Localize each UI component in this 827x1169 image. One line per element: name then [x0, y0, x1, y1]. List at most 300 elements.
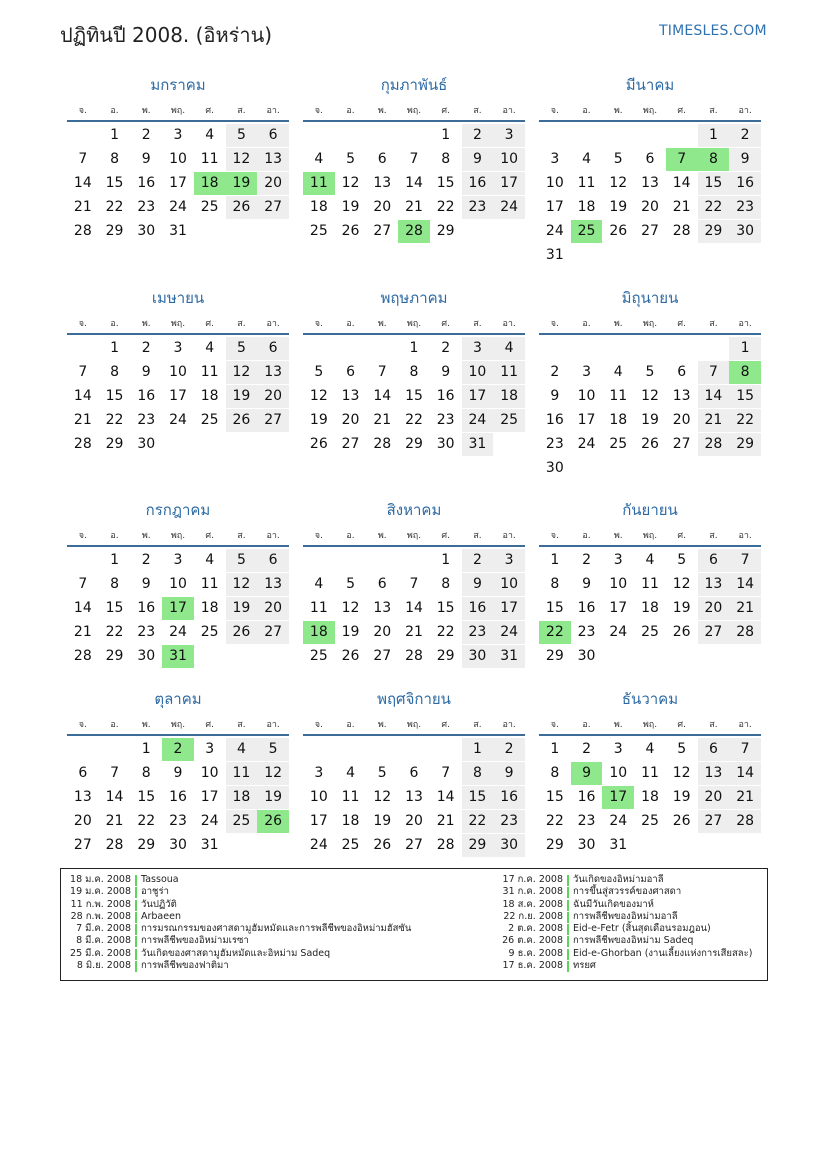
day-cell[interactable]: 27 — [672, 436, 691, 452]
day-cell[interactable]: 1 — [698, 124, 730, 147]
day-cell[interactable]: 27 — [641, 223, 659, 239]
day-cell[interactable]: 20 — [698, 597, 730, 620]
day-cell[interactable]: 8 — [441, 576, 451, 592]
day-cell[interactable]: 18 — [200, 388, 219, 404]
day-cell[interactable]: 19 — [672, 600, 691, 616]
day-cell[interactable]: 17 — [493, 597, 525, 620]
day-cell[interactable]: 10 — [169, 576, 187, 592]
day-cell[interactable]: 3 — [493, 124, 525, 147]
day-cell[interactable]: 21 — [436, 813, 455, 829]
day-cell[interactable]: 10 — [169, 151, 187, 167]
day-cell[interactable]: 23 — [462, 196, 494, 219]
day-cell[interactable]: 8 — [110, 364, 119, 380]
day-cell[interactable]: 19 — [309, 412, 328, 428]
day-cell[interactable]: 14 — [672, 175, 691, 191]
day-cell[interactable]: 11 — [200, 576, 219, 592]
day-cell[interactable]: 24 — [545, 223, 564, 239]
day-cell[interactable]: 24 — [200, 813, 219, 829]
day-cell[interactable]: 9 — [493, 762, 525, 785]
day-cell[interactable]: 29 — [137, 837, 156, 853]
day-cell[interactable]: 7 — [78, 364, 88, 380]
day-cell[interactable]: 10 — [200, 765, 219, 781]
day-cell[interactable]: 25 — [341, 837, 360, 853]
day-cell[interactable]: 7 — [78, 576, 88, 592]
day-cell[interactable]: 17 — [200, 789, 219, 805]
day-cell[interactable]: 2 — [141, 127, 151, 143]
day-cell[interactable]: 2 — [141, 552, 151, 568]
day-cell[interactable]: 31 — [609, 837, 628, 853]
day-cell[interactable]: 28 — [436, 837, 455, 853]
day-cell[interactable]: 30 — [436, 436, 455, 452]
day-cell[interactable]: 14 — [729, 573, 761, 596]
day-cell[interactable]: 30 — [493, 834, 525, 857]
day-cell[interactable]: 16 — [493, 786, 525, 809]
day-cell[interactable]: 26 — [226, 621, 258, 644]
day-cell[interactable]: 14 — [373, 388, 392, 404]
day-cell[interactable]: 28 — [73, 648, 92, 664]
day-cell[interactable]: 29 — [105, 223, 124, 239]
day-cell[interactable]: 24 — [462, 409, 494, 432]
holiday-day-cell[interactable]: 18 — [194, 172, 226, 195]
holiday-day-cell[interactable]: 31 — [162, 645, 194, 668]
day-cell[interactable]: 15 — [105, 388, 124, 404]
day-cell[interactable]: 14 — [405, 175, 423, 191]
day-cell[interactable]: 1 — [462, 738, 494, 761]
day-cell[interactable]: 20 — [698, 786, 730, 809]
day-cell[interactable]: 12 — [257, 762, 289, 785]
day-cell[interactable]: 7 — [409, 151, 419, 167]
day-cell[interactable]: 13 — [257, 573, 289, 596]
day-cell[interactable]: 29 — [545, 648, 564, 664]
day-cell[interactable]: 15 — [729, 385, 761, 408]
day-cell[interactable]: 16 — [577, 789, 596, 805]
day-cell[interactable]: 4 — [582, 151, 591, 167]
day-cell[interactable]: 3 — [314, 765, 324, 781]
day-cell[interactable]: 22 — [137, 813, 156, 829]
day-cell[interactable]: 28 — [729, 621, 761, 644]
day-cell[interactable]: 1 — [110, 340, 119, 356]
day-cell[interactable]: 14 — [73, 600, 92, 616]
day-cell[interactable]: 28 — [73, 436, 92, 452]
day-cell[interactable]: 17 — [169, 388, 187, 404]
day-cell[interactable]: 4 — [314, 576, 324, 592]
day-cell[interactable]: 9 — [550, 388, 560, 404]
day-cell[interactable]: 8 — [441, 151, 451, 167]
day-cell[interactable]: 6 — [645, 151, 655, 167]
day-cell[interactable]: 9 — [141, 151, 151, 167]
day-cell[interactable]: 30 — [137, 436, 156, 452]
day-cell[interactable]: 23 — [436, 412, 455, 428]
day-cell[interactable]: 1 — [409, 340, 419, 356]
day-cell[interactable]: 12 — [672, 765, 691, 781]
day-cell[interactable]: 24 — [577, 436, 596, 452]
day-cell[interactable]: 26 — [641, 436, 659, 452]
day-cell[interactable]: 22 — [105, 199, 124, 215]
day-cell[interactable]: 29 — [405, 436, 423, 452]
day-cell[interactable]: 12 — [373, 789, 392, 805]
day-cell[interactable]: 3 — [493, 549, 525, 572]
day-cell[interactable]: 1 — [729, 337, 761, 360]
day-cell[interactable]: 22 — [545, 813, 564, 829]
day-cell[interactable]: 13 — [405, 789, 423, 805]
day-cell[interactable]: 25 — [641, 813, 659, 829]
day-cell[interactable]: 19 — [257, 786, 289, 809]
holiday-day-cell[interactable]: 11 — [303, 172, 335, 195]
day-cell[interactable]: 11 — [641, 576, 659, 592]
day-cell[interactable]: 20 — [672, 412, 691, 428]
day-cell[interactable]: 18 — [641, 789, 659, 805]
day-cell[interactable]: 21 — [405, 199, 423, 215]
day-cell[interactable]: 7 — [698, 361, 730, 384]
day-cell[interactable]: 28 — [405, 648, 423, 664]
day-cell[interactable]: 3 — [205, 741, 215, 757]
day-cell[interactable]: 7 — [729, 738, 761, 761]
day-cell[interactable]: 12 — [641, 388, 659, 404]
day-cell[interactable]: 31 — [493, 645, 525, 668]
day-cell[interactable]: 6 — [698, 549, 730, 572]
day-cell[interactable]: 1 — [141, 741, 151, 757]
holiday-day-cell[interactable]: 19 — [226, 172, 258, 195]
day-cell[interactable]: 20 — [373, 624, 392, 640]
day-cell[interactable]: 16 — [729, 172, 761, 195]
day-cell[interactable]: 30 — [577, 648, 596, 664]
day-cell[interactable]: 13 — [257, 148, 289, 171]
day-cell[interactable]: 24 — [493, 621, 525, 644]
day-cell[interactable]: 20 — [341, 412, 360, 428]
day-cell[interactable]: 5 — [346, 151, 355, 167]
day-cell[interactable]: 8 — [550, 576, 560, 592]
day-cell[interactable]: 6 — [677, 364, 687, 380]
day-cell[interactable]: 23 — [577, 624, 596, 640]
day-cell[interactable]: 26 — [341, 223, 360, 239]
day-cell[interactable]: 31 — [545, 247, 564, 263]
holiday-day-cell[interactable]: 17 — [162, 597, 194, 620]
day-cell[interactable]: 8 — [110, 151, 119, 167]
day-cell[interactable]: 21 — [405, 624, 423, 640]
day-cell[interactable]: 13 — [73, 789, 92, 805]
day-cell[interactable]: 6 — [346, 364, 355, 380]
day-cell[interactable]: 28 — [73, 223, 92, 239]
day-cell[interactable]: 31 — [462, 433, 494, 456]
day-cell[interactable]: 26 — [226, 409, 258, 432]
day-cell[interactable]: 24 — [609, 624, 628, 640]
day-cell[interactable]: 27 — [373, 648, 392, 664]
day-cell[interactable]: 29 — [436, 223, 455, 239]
day-cell[interactable]: 11 — [200, 364, 219, 380]
day-cell[interactable]: 19 — [341, 199, 360, 215]
day-cell[interactable]: 11 — [309, 600, 328, 616]
day-cell[interactable]: 19 — [672, 789, 691, 805]
day-cell[interactable]: 18 — [641, 600, 659, 616]
day-cell[interactable]: 3 — [173, 127, 183, 143]
day-cell[interactable]: 27 — [405, 837, 423, 853]
day-cell[interactable]: 21 — [73, 412, 92, 428]
day-cell[interactable]: 6 — [409, 765, 419, 781]
day-cell[interactable]: 17 — [493, 172, 525, 195]
day-cell[interactable]: 3 — [173, 552, 183, 568]
day-cell[interactable]: 27 — [698, 810, 730, 833]
day-cell[interactable]: 30 — [137, 223, 156, 239]
day-cell[interactable]: 15 — [405, 388, 423, 404]
day-cell[interactable]: 13 — [672, 388, 691, 404]
day-cell[interactable]: 25 — [493, 409, 525, 432]
day-cell[interactable]: 6 — [78, 765, 88, 781]
holiday-day-cell[interactable]: 26 — [257, 810, 289, 833]
day-cell[interactable]: 21 — [73, 624, 92, 640]
day-cell[interactable]: 2 — [141, 340, 151, 356]
day-cell[interactable]: 10 — [169, 364, 187, 380]
day-cell[interactable]: 28 — [373, 436, 392, 452]
day-cell[interactable]: 23 — [169, 813, 187, 829]
day-cell[interactable]: 12 — [341, 600, 360, 616]
day-cell[interactable]: 13 — [373, 175, 392, 191]
holiday-day-cell[interactable]: 8 — [698, 148, 730, 171]
day-cell[interactable]: 23 — [462, 621, 494, 644]
day-cell[interactable]: 25 — [641, 624, 659, 640]
day-cell[interactable]: 6 — [257, 337, 289, 360]
day-cell[interactable]: 23 — [729, 196, 761, 219]
holiday-day-cell[interactable]: 18 — [303, 621, 335, 644]
day-cell[interactable]: 22 — [436, 624, 455, 640]
day-cell[interactable]: 9 — [173, 765, 183, 781]
day-cell[interactable]: 16 — [169, 789, 187, 805]
day-cell[interactable]: 5 — [613, 151, 623, 167]
day-cell[interactable]: 5 — [346, 576, 355, 592]
day-cell[interactable]: 7 — [409, 576, 419, 592]
day-cell[interactable]: 9 — [441, 364, 451, 380]
day-cell[interactable]: 15 — [698, 172, 730, 195]
day-cell[interactable]: 7 — [78, 151, 88, 167]
day-cell[interactable]: 22 — [698, 196, 730, 219]
day-cell[interactable]: 5 — [677, 741, 687, 757]
holiday-day-cell[interactable]: 22 — [539, 621, 571, 644]
day-cell[interactable]: 15 — [462, 786, 494, 809]
day-cell[interactable]: 15 — [105, 600, 124, 616]
day-cell[interactable]: 14 — [729, 762, 761, 785]
day-cell[interactable]: 19 — [641, 412, 659, 428]
day-cell[interactable]: 9 — [729, 148, 761, 171]
day-cell[interactable]: 3 — [462, 337, 494, 360]
day-cell[interactable]: 30 — [169, 837, 187, 853]
day-cell[interactable]: 16 — [462, 172, 494, 195]
day-cell[interactable]: 3 — [173, 340, 183, 356]
day-cell[interactable]: 9 — [462, 573, 494, 596]
day-cell[interactable]: 7 — [729, 549, 761, 572]
day-cell[interactable]: 13 — [257, 361, 289, 384]
day-cell[interactable]: 10 — [462, 361, 494, 384]
day-cell[interactable]: 12 — [609, 175, 628, 191]
day-cell[interactable]: 5 — [377, 765, 387, 781]
day-cell[interactable]: 16 — [436, 388, 455, 404]
day-cell[interactable]: 15 — [105, 175, 124, 191]
day-cell[interactable]: 29 — [436, 648, 455, 664]
day-cell[interactable]: 24 — [169, 624, 187, 640]
day-cell[interactable]: 4 — [645, 741, 655, 757]
day-cell[interactable]: 30 — [137, 648, 156, 664]
day-cell[interactable]: 8 — [409, 364, 419, 380]
day-cell[interactable]: 16 — [577, 600, 596, 616]
day-cell[interactable]: 4 — [205, 127, 215, 143]
day-cell[interactable]: 2 — [462, 124, 494, 147]
day-cell[interactable]: 26 — [309, 436, 328, 452]
day-cell[interactable]: 2 — [550, 364, 560, 380]
day-cell[interactable]: 13 — [373, 600, 392, 616]
day-cell[interactable]: 18 — [226, 786, 258, 809]
day-cell[interactable]: 16 — [545, 412, 564, 428]
day-cell[interactable]: 9 — [582, 576, 591, 592]
day-cell[interactable]: 4 — [226, 738, 258, 761]
day-cell[interactable]: 12 — [309, 388, 328, 404]
day-cell[interactable]: 5 — [226, 124, 258, 147]
day-cell[interactable]: 4 — [493, 337, 525, 360]
day-cell[interactable]: 20 — [73, 813, 92, 829]
day-cell[interactable]: 12 — [341, 175, 360, 191]
day-cell[interactable]: 21 — [729, 597, 761, 620]
day-cell[interactable]: 18 — [200, 600, 219, 616]
day-cell[interactable]: 8 — [462, 762, 494, 785]
day-cell[interactable]: 21 — [729, 786, 761, 809]
day-cell[interactable]: 15 — [545, 789, 564, 805]
day-cell[interactable]: 12 — [226, 148, 258, 171]
day-cell[interactable]: 19 — [609, 199, 628, 215]
day-cell[interactable]: 25 — [609, 436, 628, 452]
day-cell[interactable]: 2 — [462, 549, 494, 572]
day-cell[interactable]: 26 — [226, 196, 258, 219]
day-cell[interactable]: 7 — [377, 364, 387, 380]
day-cell[interactable]: 14 — [105, 789, 124, 805]
day-cell[interactable]: 11 — [226, 762, 258, 785]
day-cell[interactable]: 19 — [226, 597, 258, 620]
day-cell[interactable]: 3 — [582, 364, 591, 380]
day-cell[interactable]: 27 — [257, 196, 289, 219]
day-cell[interactable]: 5 — [226, 549, 258, 572]
holiday-day-cell[interactable]: 2 — [162, 738, 194, 761]
day-cell[interactable]: 13 — [698, 573, 730, 596]
day-cell[interactable]: 17 — [462, 385, 494, 408]
day-cell[interactable]: 14 — [73, 388, 92, 404]
day-cell[interactable]: 13 — [341, 388, 360, 404]
day-cell[interactable]: 18 — [577, 199, 596, 215]
day-cell[interactable]: 4 — [346, 765, 355, 781]
day-cell[interactable]: 6 — [377, 576, 387, 592]
day-cell[interactable]: 24 — [169, 412, 187, 428]
day-cell[interactable]: 11 — [577, 175, 596, 191]
day-cell[interactable]: 8 — [550, 765, 560, 781]
day-cell[interactable]: 15 — [436, 600, 455, 616]
day-cell[interactable]: 20 — [373, 199, 392, 215]
day-cell[interactable]: 2 — [441, 340, 451, 356]
day-cell[interactable]: 5 — [645, 364, 655, 380]
day-cell[interactable]: 29 — [729, 433, 761, 456]
day-cell[interactable]: 14 — [73, 175, 92, 191]
day-cell[interactable]: 12 — [672, 576, 691, 592]
day-cell[interactable]: 14 — [698, 385, 730, 408]
day-cell[interactable]: 23 — [545, 436, 564, 452]
day-cell[interactable]: 1 — [550, 552, 560, 568]
day-cell[interactable]: 26 — [373, 837, 392, 853]
day-cell[interactable]: 28 — [105, 837, 124, 853]
day-cell[interactable]: 21 — [373, 412, 392, 428]
day-cell[interactable]: 6 — [377, 151, 387, 167]
holiday-day-cell[interactable]: 8 — [729, 361, 761, 384]
day-cell[interactable]: 18 — [309, 199, 328, 215]
holiday-day-cell[interactable]: 25 — [571, 220, 603, 243]
day-cell[interactable]: 18 — [341, 813, 360, 829]
day-cell[interactable]: 3 — [550, 151, 560, 167]
day-cell[interactable]: 16 — [462, 597, 494, 620]
day-cell[interactable]: 16 — [137, 600, 156, 616]
day-cell[interactable]: 2 — [582, 741, 591, 757]
day-cell[interactable]: 15 — [436, 175, 455, 191]
day-cell[interactable]: 6 — [257, 549, 289, 572]
site-logo-text[interactable]: TIMESLES.COM — [659, 23, 767, 39]
day-cell[interactable]: 19 — [373, 813, 392, 829]
day-cell[interactable]: 24 — [309, 837, 328, 853]
day-cell[interactable]: 11 — [341, 789, 360, 805]
day-cell[interactable]: 22 — [462, 810, 494, 833]
day-cell[interactable]: 14 — [436, 789, 455, 805]
day-cell[interactable]: 6 — [257, 124, 289, 147]
day-cell[interactable]: 22 — [105, 624, 124, 640]
day-cell[interactable]: 21 — [672, 199, 691, 215]
day-cell[interactable]: 7 — [110, 765, 119, 781]
day-cell[interactable]: 17 — [309, 813, 328, 829]
day-cell[interactable]: 17 — [169, 175, 187, 191]
day-cell[interactable]: 5 — [226, 337, 258, 360]
day-cell[interactable]: 22 — [405, 412, 423, 428]
day-cell[interactable]: 5 — [314, 364, 324, 380]
day-cell[interactable]: 27 — [257, 409, 289, 432]
day-cell[interactable]: 9 — [141, 576, 151, 592]
day-cell[interactable]: 29 — [105, 436, 124, 452]
day-cell[interactable]: 25 — [200, 412, 219, 428]
day-cell[interactable]: 6 — [698, 738, 730, 761]
day-cell[interactable]: 28 — [672, 223, 691, 239]
day-cell[interactable]: 10 — [609, 765, 628, 781]
day-cell[interactable]: 11 — [641, 765, 659, 781]
day-cell[interactable]: 1 — [110, 127, 119, 143]
day-cell[interactable]: 25 — [200, 624, 219, 640]
day-cell[interactable]: 11 — [200, 151, 219, 167]
day-cell[interactable]: 22 — [105, 412, 124, 428]
day-cell[interactable]: 28 — [729, 810, 761, 833]
day-cell[interactable]: 11 — [609, 388, 628, 404]
day-cell[interactable]: 22 — [436, 199, 455, 215]
holiday-day-cell[interactable]: 17 — [602, 786, 634, 809]
day-cell[interactable]: 8 — [141, 765, 151, 781]
day-cell[interactable]: 5 — [257, 738, 289, 761]
day-cell[interactable]: 20 — [641, 199, 659, 215]
day-cell[interactable]: 30 — [545, 460, 564, 476]
day-cell[interactable]: 5 — [677, 552, 687, 568]
day-cell[interactable]: 3 — [613, 741, 623, 757]
day-cell[interactable]: 27 — [73, 837, 92, 853]
day-cell[interactable]: 4 — [613, 364, 623, 380]
day-cell[interactable]: 17 — [609, 600, 628, 616]
day-cell[interactable]: 30 — [729, 220, 761, 243]
day-cell[interactable]: 23 — [577, 813, 596, 829]
day-cell[interactable]: 4 — [314, 151, 324, 167]
day-cell[interactable]: 7 — [441, 765, 451, 781]
holiday-day-cell[interactable]: 9 — [571, 762, 603, 785]
day-cell[interactable]: 25 — [200, 199, 219, 215]
day-cell[interactable]: 19 — [341, 624, 360, 640]
day-cell[interactable]: 12 — [226, 361, 258, 384]
day-cell[interactable]: 10 — [609, 576, 628, 592]
day-cell[interactable]: 20 — [257, 172, 289, 195]
day-cell[interactable]: 30 — [577, 837, 596, 853]
day-cell[interactable]: 22 — [729, 409, 761, 432]
